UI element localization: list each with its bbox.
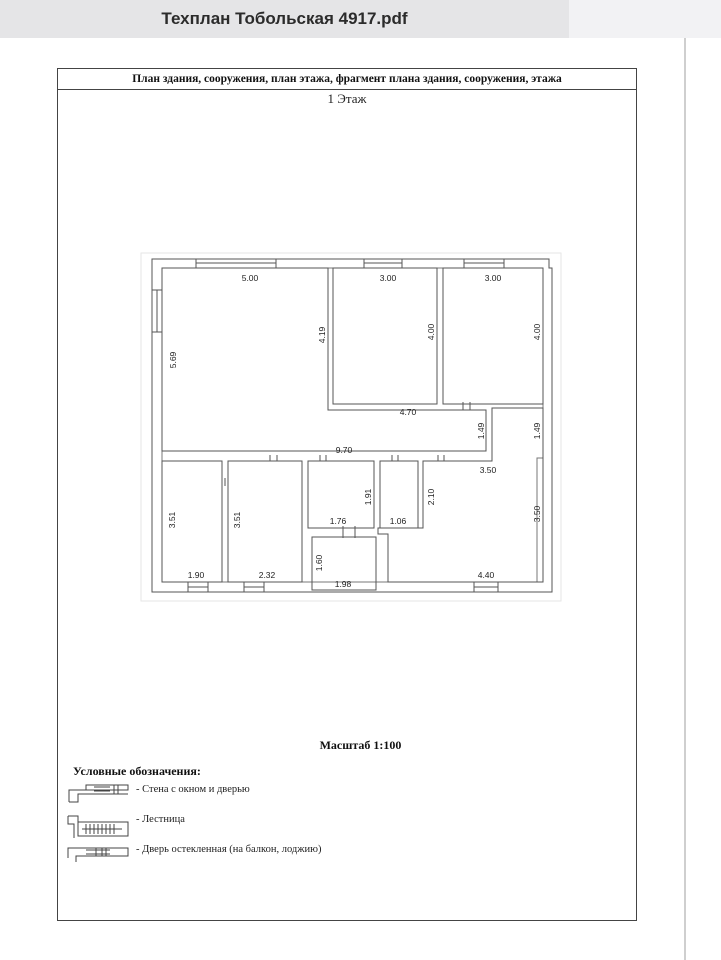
dimension-label: 5.69 xyxy=(168,351,178,369)
dimension-label: 3.51 xyxy=(232,511,242,529)
legend-item-label: - Стена с окном и дверью xyxy=(136,784,250,795)
dimension-label: 1.76 xyxy=(329,516,347,526)
legend-item-wall-window-door xyxy=(66,782,250,804)
dimension-label: 3.50 xyxy=(532,505,542,523)
dimension-label: 1.98 xyxy=(334,579,352,589)
glazed-door-symbol-icon xyxy=(66,842,136,864)
floor-label: 1 Этаж xyxy=(327,91,367,106)
dimension-label: 2.10 xyxy=(426,488,436,506)
dimension-label: 4.00 xyxy=(426,323,436,341)
document-title: Техплан Тобольская 4917.pdf xyxy=(161,9,408,28)
dimension-label: 1.49 xyxy=(476,422,486,440)
dimension-label: 3.00 xyxy=(379,273,397,283)
dimension-label: 3.51 xyxy=(167,511,177,529)
dimension-label: 1.91 xyxy=(363,488,373,506)
legend-item-glazed-door xyxy=(66,842,322,864)
dimension-label: 1.06 xyxy=(389,516,407,526)
dimension-label: 1.90 xyxy=(187,570,205,580)
scale-label: Масштаб 1:100 xyxy=(319,738,402,752)
legend-title: Условные обозначения: xyxy=(73,764,201,778)
dimension-label: 3.00 xyxy=(484,273,502,283)
legend-item-stairs xyxy=(66,812,185,834)
wall-window-door-symbol-icon xyxy=(66,782,136,804)
legend-item-label: - Дверь остекленная (на балкон, лоджию) xyxy=(136,844,322,855)
dimension-label: 4.70 xyxy=(399,407,417,417)
dimension-label: 1.49 xyxy=(532,422,542,440)
dimension-label: 9.70 xyxy=(335,445,353,455)
legend-item-label: - Лестница xyxy=(136,814,185,825)
stairs-symbol-icon xyxy=(66,812,136,840)
dimension-label: 3.50 xyxy=(479,465,497,475)
sheet-header: План здания, сооружения, план этажа, фрагмент плана здания, сооружения, этажа xyxy=(58,69,636,90)
dimension-label: 2.32 xyxy=(258,570,276,580)
dimension-label: 1.60 xyxy=(314,554,324,572)
dimension-label: 4.00 xyxy=(532,323,542,341)
dimension-label: 4.19 xyxy=(317,326,327,344)
dimension-label: 5.00 xyxy=(241,273,259,283)
dimension-label: 4.40 xyxy=(477,570,495,580)
